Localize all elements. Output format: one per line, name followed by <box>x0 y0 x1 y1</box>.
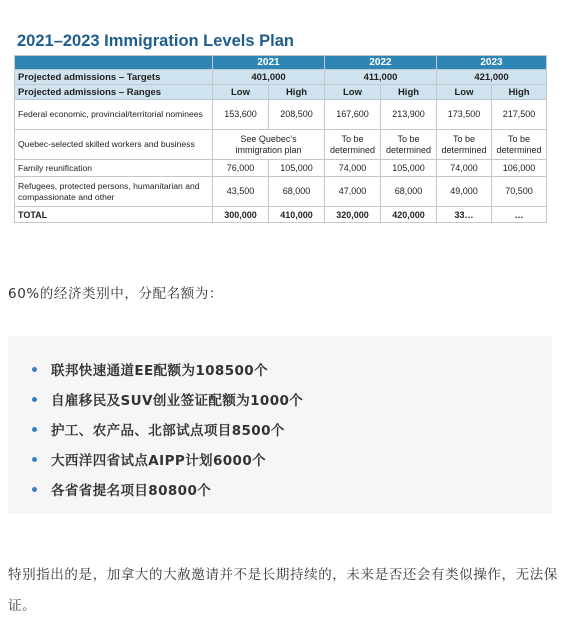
intro-paragraph: 60%的经济类别中，分配名额为： <box>8 286 224 302</box>
table-cell: To be determined <box>325 130 381 160</box>
targets-row <box>15 70 547 85</box>
table-cell: 47,000 <box>325 177 381 207</box>
year-2023: 2023 <box>437 56 547 70</box>
quota-list <box>8 336 552 504</box>
table-cell: 68,000 <box>269 177 325 207</box>
total-label: TOTAL <box>15 207 213 223</box>
levels-plan-figure <box>14 32 546 223</box>
total-cell: 33… <box>437 207 492 223</box>
table-cell: 105,000 <box>381 160 437 177</box>
ranges-label: Projected admissions – Ranges <box>15 85 213 100</box>
bullet-icon <box>32 457 37 462</box>
list-item-text: 大西洋四省试点AIPP计划6000个 <box>51 453 267 469</box>
table-cell: 106,000 <box>492 160 547 177</box>
target-2023: 421,000 <box>437 70 547 85</box>
table-row <box>15 130 547 160</box>
range-header: Low <box>325 85 381 100</box>
total-cell: 420,000 <box>381 207 437 223</box>
year-2021: 2021 <box>213 56 325 70</box>
table-cell: 68,000 <box>381 177 437 207</box>
table-row <box>15 100 547 130</box>
bullet-icon <box>32 367 37 372</box>
ranges-row <box>15 85 547 100</box>
table-cell: 213,900 <box>381 100 437 130</box>
table-cell: 105,000 <box>269 160 325 177</box>
target-2022: 411,000 <box>325 70 437 85</box>
row-label: Federal economic, provincial/territorial nominees <box>15 100 213 130</box>
list-item <box>32 474 552 504</box>
row-label: Refugees, protected persons, humanitarian and compassionate and other <box>15 177 213 207</box>
target-2021: 401,000 <box>213 70 325 85</box>
row-label: Quebec-selected skilled workers and business <box>15 130 213 160</box>
levels-plan-table <box>14 55 547 223</box>
range-header: Low <box>213 85 269 100</box>
bullet-icon <box>32 397 37 402</box>
table-row <box>15 160 547 177</box>
table-cell: 173,500 <box>437 100 492 130</box>
note-paragraph: 特别指出的是，加拿大的大赦邀请并不是长期持续的，未来是否还会有类似操作，无法保证。 <box>8 567 558 614</box>
list-item-text: 联邦快速通道EE配额为108500个 <box>51 363 269 379</box>
list-item <box>32 384 552 414</box>
range-header: Low <box>437 85 492 100</box>
table-cell: 217,500 <box>492 100 547 130</box>
quota-list-box <box>8 336 552 514</box>
year-2022: 2022 <box>325 56 437 70</box>
total-cell: 300,000 <box>213 207 269 223</box>
table-cell: 74,000 <box>325 160 381 177</box>
targets-label: Projected admissions – Targets <box>15 70 213 85</box>
list-item-text: 自雇移民及SUV创业签证配额为1000个 <box>51 393 304 409</box>
year-header-row <box>15 56 547 70</box>
total-cell: 410,000 <box>269 207 325 223</box>
range-header: High <box>269 85 325 100</box>
table-cell: To be determined <box>492 130 547 160</box>
table-cell: 74,000 <box>437 160 492 177</box>
table-cell: 208,500 <box>269 100 325 130</box>
bullet-icon <box>32 427 37 432</box>
table-cell-merged: See Quebec's immigration plan <box>213 130 325 160</box>
row-label: Family reunification <box>15 160 213 177</box>
table-row <box>15 177 547 207</box>
table-cell: 76,000 <box>213 160 269 177</box>
list-item <box>32 414 552 444</box>
table-cell: To be determined <box>381 130 437 160</box>
table-cell: 167,600 <box>325 100 381 130</box>
range-header: High <box>492 85 547 100</box>
table-cell: 70,500 <box>492 177 547 207</box>
list-item-text: 各省省提名项目80800个 <box>51 483 212 499</box>
table-title: 2021–2023 Immigration Levels Plan <box>17 32 294 50</box>
bullet-icon <box>32 487 37 492</box>
table-cell: 49,000 <box>437 177 492 207</box>
list-item <box>32 444 552 474</box>
range-header: High <box>381 85 437 100</box>
total-cell: … <box>492 207 547 223</box>
total-row <box>15 207 547 223</box>
year-header-blank <box>15 56 213 70</box>
list-item <box>32 354 552 384</box>
table-cell: To be determined <box>437 130 492 160</box>
total-cell: 320,000 <box>325 207 381 223</box>
table-cell: 43,500 <box>213 177 269 207</box>
list-item-text: 护工、农产品、北部试点项目8500个 <box>51 423 285 439</box>
table-cell: 153,600 <box>213 100 269 130</box>
